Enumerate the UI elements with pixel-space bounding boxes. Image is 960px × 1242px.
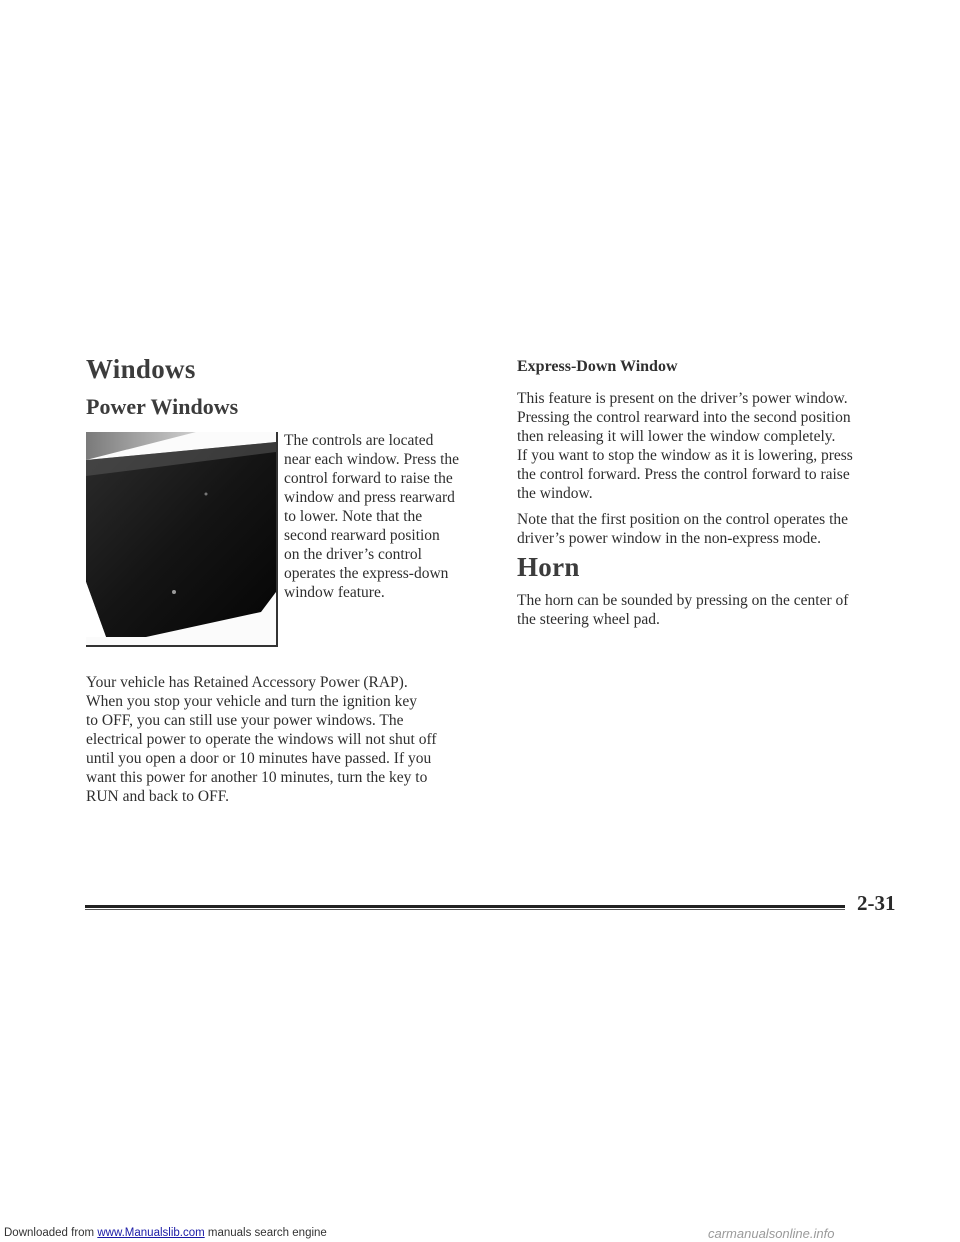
subheading-power-windows: Power Windows (86, 394, 239, 419)
text-line: Your vehicle has Retained Accessory Power (RAP). (86, 674, 408, 691)
window-switch-illustration (86, 432, 276, 645)
text-line: This feature is present on the driver’s power window. (517, 390, 848, 407)
watermark: carmanualsonline.info (708, 1226, 835, 1241)
text-line: RUN and back to OFF. (86, 788, 229, 805)
text-line: the steering wheel pad. (517, 611, 660, 628)
page-rule-thin (85, 909, 845, 910)
text-line: The horn can be sounded by pressing on the center of (517, 592, 849, 609)
text-line: to OFF, you can still use your power windows. The (86, 712, 404, 729)
text-line: want this power for another 10 minutes, turn the key to (86, 769, 428, 786)
text-line: operates the express-down (284, 565, 449, 582)
text-line: the window. (517, 485, 593, 502)
section-heading-windows: Windows (86, 354, 196, 384)
text-line: If you want to stop the window as it is lowering, press (517, 447, 853, 464)
download-footer (4, 1227, 327, 1239)
text-line: Pressing the control rearward into the second position (517, 409, 851, 426)
text-line: to lower. Note that the (284, 508, 423, 525)
text-line: until you open a door or 10 minutes have passed. If you (86, 750, 432, 767)
subheading-express-down-window: Express-Down Window (517, 358, 678, 375)
rap-paragraph (86, 673, 437, 806)
express-down-paragraph (517, 389, 853, 503)
horn-paragraph (517, 591, 848, 629)
text-line: the control forward. Press the control forward to raise (517, 466, 850, 483)
section-heading-horn: Horn (517, 552, 580, 582)
text-line: driver’s power window in the non-express mode. (517, 530, 822, 547)
text-line: near each window. Press the (284, 451, 460, 468)
text-line: on the driver’s control (284, 546, 422, 563)
text-line: electrical power to operate the windows will not shut off (86, 731, 437, 748)
text-line: second rearward position (284, 527, 440, 544)
footer-suffix: manuals search engine (204, 1227, 327, 1239)
page-rule (85, 905, 845, 908)
footer-prefix: Downloaded from (4, 1227, 98, 1239)
power-window-control-photo (86, 432, 278, 647)
manualslib-link[interactable]: www.Manualslib.com (97, 1227, 205, 1239)
text-line: When you stop your vehicle and turn the ignition key (86, 693, 418, 710)
text-line: The controls are located (284, 432, 434, 449)
text-line: Note that the first position on the control operates the (517, 511, 849, 528)
power-windows-description (284, 431, 459, 602)
page-number: 2-31 (857, 891, 896, 915)
text-line: window and press rearward (284, 489, 455, 506)
express-note-paragraph (517, 510, 848, 548)
text-line: window feature. (284, 584, 385, 601)
text-line: control forward to raise the (284, 470, 453, 487)
text-line: then releasing it will lower the window completely. (517, 428, 836, 445)
